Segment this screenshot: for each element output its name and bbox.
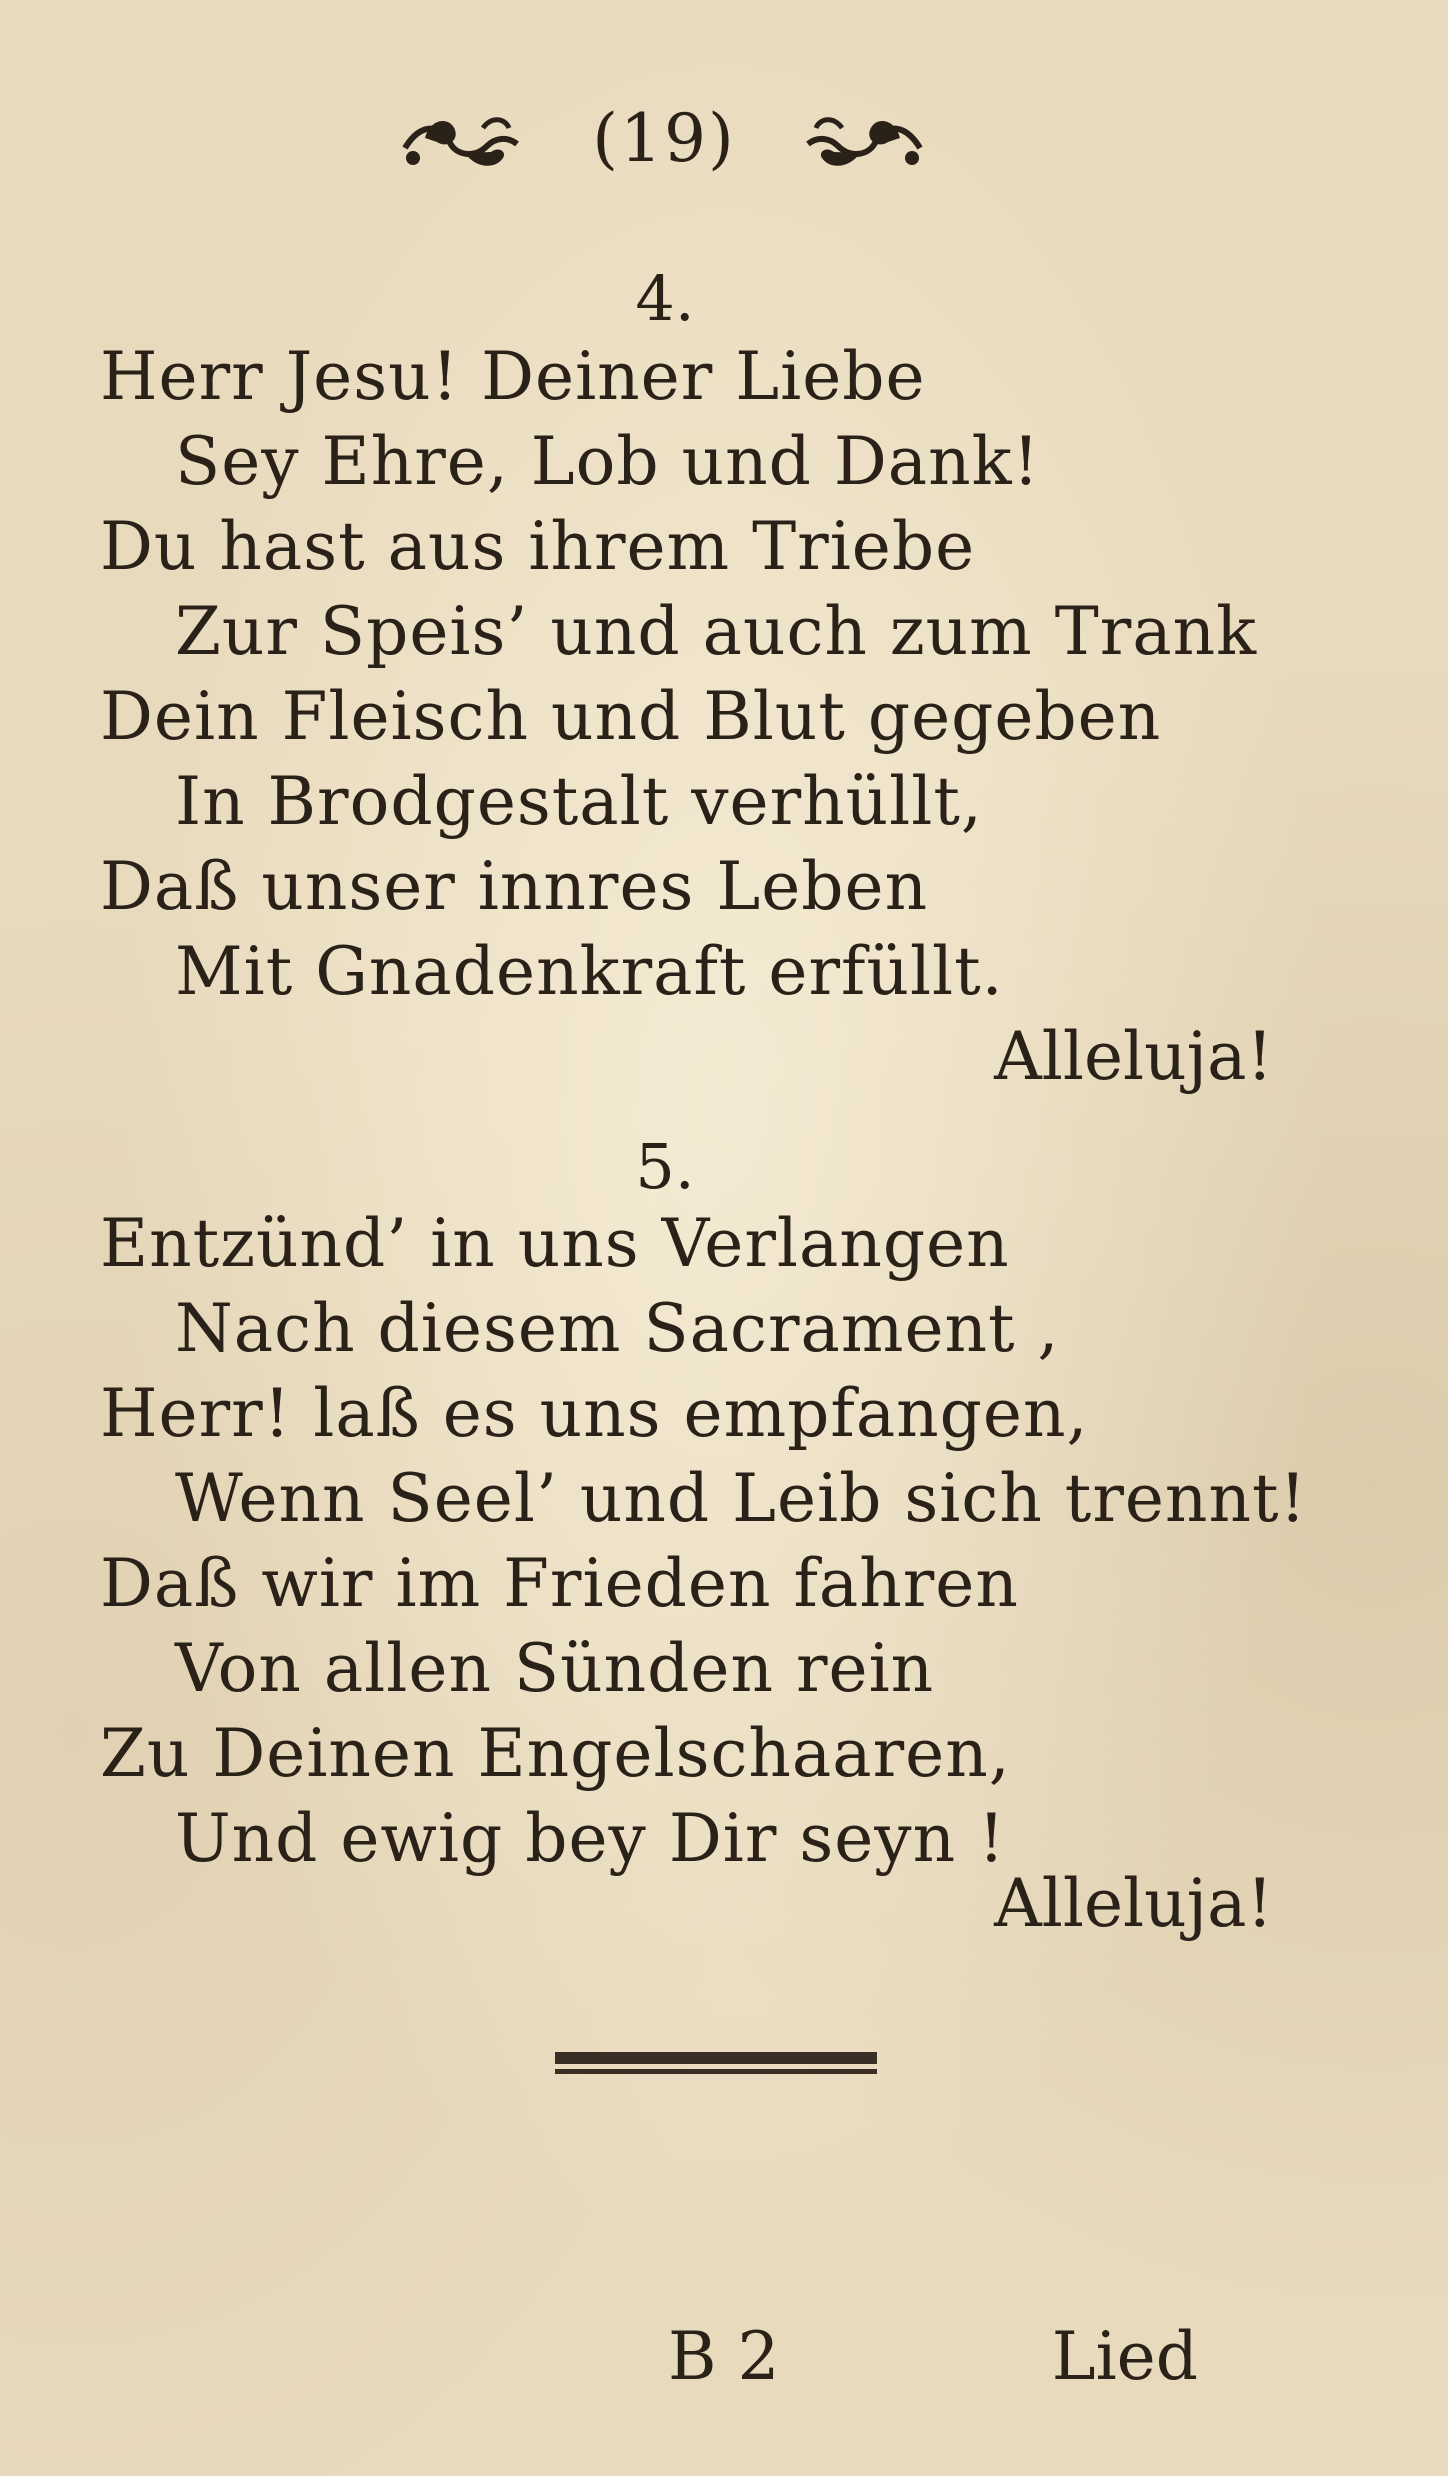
verse-line: Herr! laß es uns empfangen, xyxy=(100,1375,1089,1452)
page-header xyxy=(0,100,1448,190)
verse-line: Und ewig bey Dir seyn ! xyxy=(175,1800,1006,1877)
page-number: (19) xyxy=(592,100,736,177)
verse-line: Wenn Seel’ und Leib sich trennt! xyxy=(175,1460,1307,1537)
fleuron-right-icon xyxy=(800,108,930,178)
section-divider-rule xyxy=(555,2052,877,2074)
stanza-number: 4. xyxy=(635,262,695,335)
verse-line: In Brodgestalt verhüllt, xyxy=(175,763,983,840)
verse-line: Daß unser innres Leben xyxy=(100,848,929,925)
verse-line: Von allen Sünden rein xyxy=(175,1630,935,1707)
verse-line: Nach diesem Sacrament , xyxy=(175,1290,1060,1367)
signature-mark: B 2 xyxy=(668,2318,780,2395)
verse-line: Entzünd’ in uns Verlangen xyxy=(100,1205,1010,1282)
verse-line: Herr Jesu! Deiner Liebe xyxy=(100,338,926,415)
fleuron-left-icon xyxy=(395,108,525,178)
verse-line: Mit Gnadenkraft erfüllt. xyxy=(175,933,1004,1010)
catchword: Lied xyxy=(1051,2318,1198,2395)
verse-line: Du hast aus ihrem Triebe xyxy=(100,508,976,585)
stanza-number: 5. xyxy=(635,1130,695,1203)
verse-line: Zu Deinen Engelschaaren, xyxy=(100,1715,1011,1792)
verse-line: Sey Ehre, Lob und Dank! xyxy=(175,423,1041,500)
verse-line: Zur Speis’ und auch zum Trank xyxy=(175,593,1258,670)
verse-line: Dein Fleisch und Blut gegeben xyxy=(100,678,1162,755)
refrain-alleluia: Alleluja! xyxy=(994,1865,1273,1942)
verse-line: Daß wir im Frieden fahren xyxy=(100,1545,1019,1622)
divider-thin-line xyxy=(555,2069,877,2074)
divider-thick-line xyxy=(555,2052,877,2064)
refrain-alleluia: Alleluja! xyxy=(994,1018,1273,1095)
